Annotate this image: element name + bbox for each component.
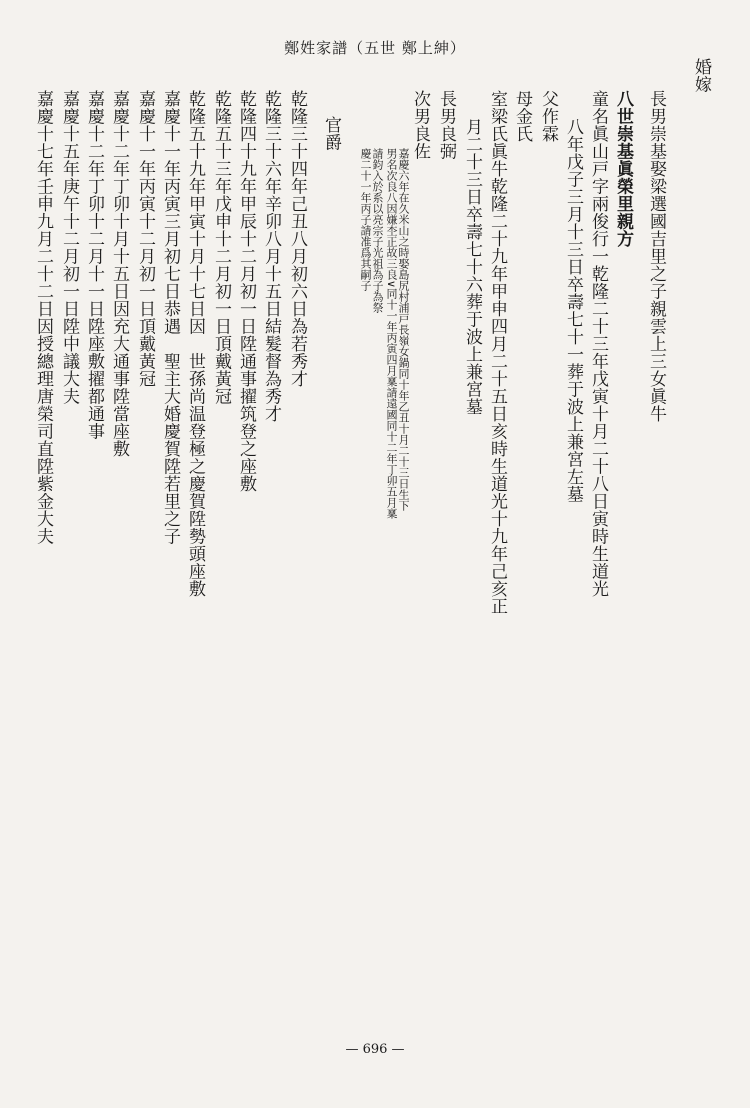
annotation-text: 慶二十一年丙子請准爲其嗣子 bbox=[359, 148, 372, 291]
text-column: 乾隆四十九年甲辰十二月初一日陞通事擢筑登之座敷 bbox=[236, 90, 256, 493]
section-heading-marriage: 婚嫁 bbox=[691, 58, 711, 93]
text-column: 月二十三日卒壽七十六葬于波上兼宮墓 bbox=[462, 118, 482, 416]
text-column: 嘉慶十七年壬申九月二十二日因授總理唐榮司直陞紫金大夫 bbox=[33, 90, 53, 545]
text-column: 乾隆三十四年己丑八月初六日為若秀才 bbox=[287, 90, 307, 388]
text-column: 童名眞山戸字兩俊行一乾隆二十三年戊寅十月二十八日寅時生道光 bbox=[588, 90, 608, 598]
text-column: 父作霖 bbox=[538, 90, 558, 143]
page-number: — 696 — bbox=[345, 1042, 405, 1057]
text-column: 乾隆五十三年戊申十二月初一日頂戴黃冠 bbox=[211, 90, 231, 405]
text-column: 母金氏 bbox=[512, 90, 532, 143]
text-column: 嘉慶十一年丙寅三月初七日恭遇 聖主大婚慶賀陞若里之子 bbox=[160, 90, 180, 545]
text-column: 室梁氏眞牛乾隆二十九年甲申四月二十五日亥時生道光十九年己亥正 bbox=[487, 90, 507, 615]
text-column: 嘉慶十五年庚午十二月初一日陞中議大夫 bbox=[59, 90, 79, 405]
text-column: 嘉慶十二年丁卯十二月十一日陞座敷擢都通事 bbox=[84, 90, 104, 440]
text-column: 嘉慶十一年丙寅十二月初一日頂戴黃冠 bbox=[135, 90, 155, 388]
annotation-text: 嘉慶六年在久米山之時娶島尻村浦戸長嶺女鍋同十年乙丑十月二十三日生下 bbox=[397, 148, 410, 511]
text-column: 乾隆三十六年辛卯八月十五日結髮督為秀才 bbox=[261, 90, 281, 423]
generation-heading: 八世崇基眞榮里親方 bbox=[613, 90, 633, 248]
text-column: 次男良佐 bbox=[410, 90, 430, 160]
text-column: 嘉慶十二年丁卯十月十五日因充大通事陞當座敷 bbox=[109, 90, 129, 458]
text-column: 長男崇基娶梁選國吉里之子親雲上三女眞牛 bbox=[646, 90, 666, 423]
text-column: 長男良弼 bbox=[436, 90, 456, 160]
annotation-text: 請鈞入於系以亮宗子光祖為子為祭 bbox=[371, 148, 384, 313]
section-heading-offices: 官爵 bbox=[321, 116, 341, 151]
text-column: 八年戊子三月十三日卒壽七十一葬于波上兼宮左墓 bbox=[563, 118, 583, 503]
annotation-text: 男名次良八因嫌杢正故三良∨同十一年丙寅四月稟請遠國同十二年丁卯五月稟 bbox=[385, 148, 398, 520]
text-column: 乾隆五十九年甲寅十月十七日因 世孫尚温登極之慶賀陞勢頭座敷 bbox=[185, 90, 205, 598]
running-header: 鄭姓家譜（五世 鄭上紳） bbox=[284, 39, 466, 57]
